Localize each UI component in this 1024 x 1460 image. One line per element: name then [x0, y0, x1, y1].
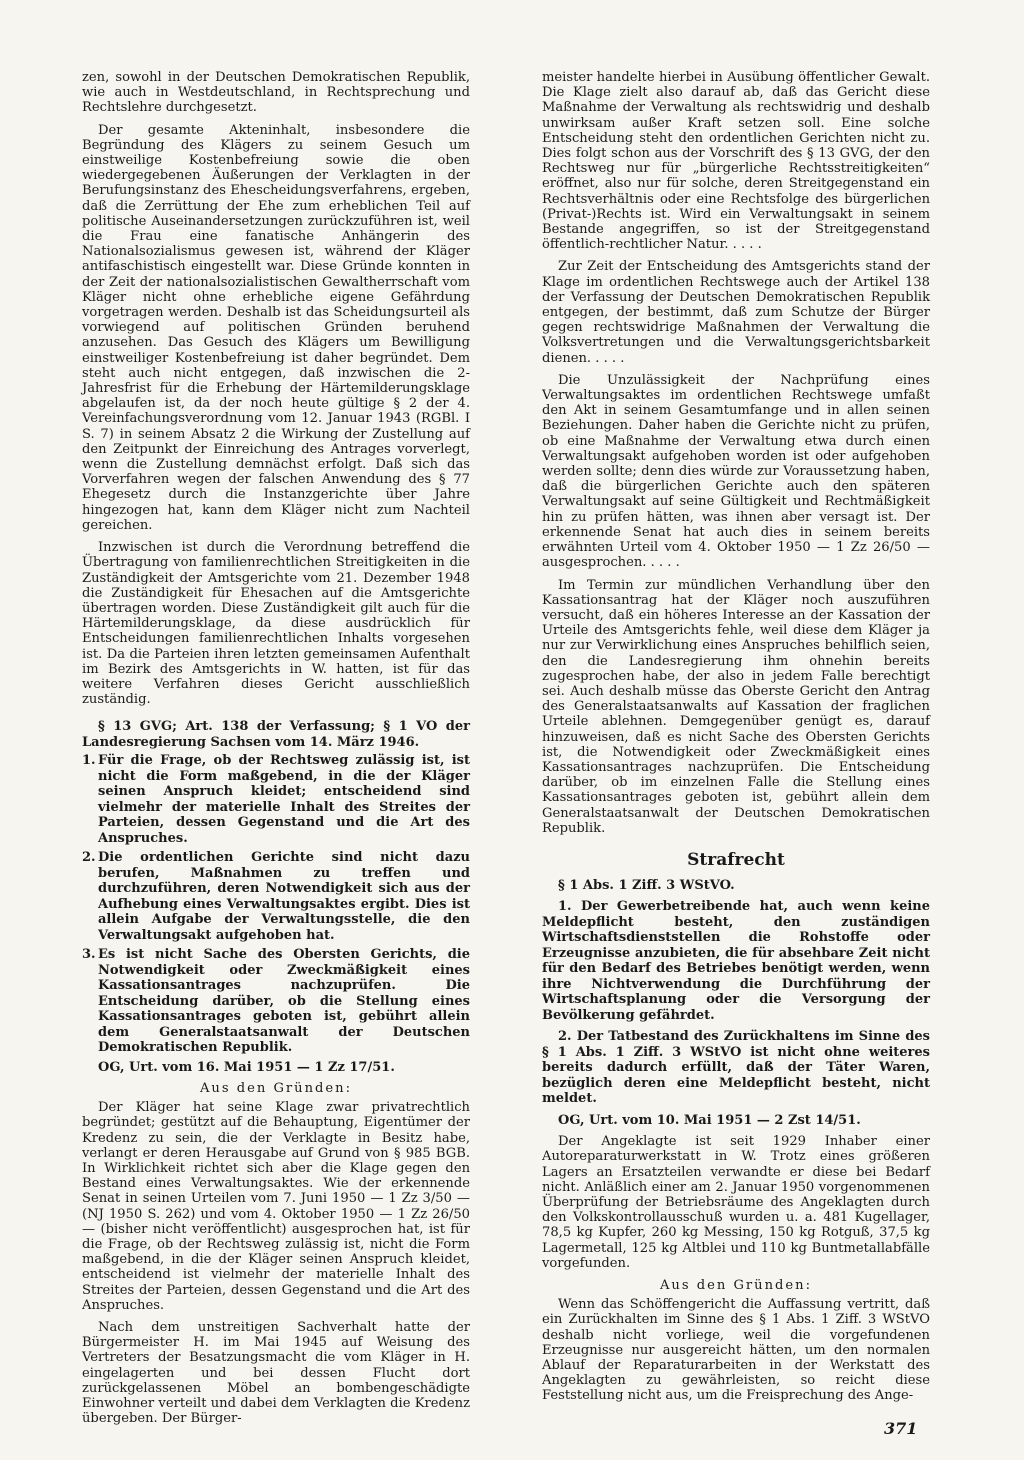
paragraph: Der gesamte Akteninhalt, insbesondere die Begründung des Klägers zu seinem Gesuch um einstweilige Kostenbefreiung sowie die oben wiedergegebenen Äußerungen der Verklagten in der Berufungsinstanz des Ehescheidungsverfahrens, ergeben, daß die Zerrüttung der Ehe zum erheblichen Teil auf politische Auseinandersetzungen zurückzuführen ist, weil die Frau eine fanatische Anhängerin des Nationalsozialismus gewesen ist, während der Kläger antifaschistisch eingestellt war. Diese Gründe konnten in der Zeit der nationalsozialistischen Gewaltherrschaft vom Kläger nicht ohne erhebliche eigene Gefährdung vorgetragen werden. Deshalb ist das Scheidungsurteil als vorwiegend auf politischen Gründen beruhend anzusehen. Das Gesuch des Klägers um Bewilligung einstweiliger Kostenbefreiung ist daher begründet. Dem steht auch nicht entgegen, daß inzwischen die 2-Jahresfrist für die Erhebung der Härtemilderungsklage abgelaufen ist, da der noch heute gültige § 2 der 4. Vereinfachungsverordnung vom 12. Januar 1943 (RGBl. I S. 7) in seinem Absatz 2 die Wirkung der Zustellung auf den Zeitpunkt der Einreichung des Antrages vorverlegt, wenn die Zustellung demnächst erfolgt. Daß sich das Vorverfahren wegen der falschen Anwendung des § 77 Ehegesetz durch die Instanzgerichte über Jahre hingezogen hat, kann dem Kläger nicht zum Nachteil gereichen. — [82, 122, 470, 533]
law-reference: § 13 GVG; Art. 138 der Verfassung; § 1 VO der Landesregierung Sachsen vom 14. März 1946. — [82, 719, 470, 750]
subheading-reasons: Aus den Gründen: — [659, 1277, 813, 1293]
paragraph: Im Termin zur mündlichen Verhandlung über den Kassationsantrag hat der Kläger noch auszuführen versucht, daß ein höheres Interesse an der Kassation der Urteile des Amtsgerichts fehle, weil diese dem Kläger ja nur zur Verwirklichung eines Anspruches behilflich seien, den die Landesregierung ihm ohnehin bereits zugesprochen habe, der also in jedem Falle berechtigt sei. Auch deshalb müsse das Oberste Gericht den Antrag des Generalstaatsanwalts auf Kassation der fraglichen Urteile ablehnen. Demgegenüber genügt es, darauf hinzuweisen, daß es nicht Sache des Obersten Gerichts ist, die Notwendigkeit oder Zweckmäßigkeit eines Kassationsantrages nachzuprüfen. Die Entscheidung darüber, ob im einzelnen Falle die Stellung eines Kassationsantrages geboten ist, gebührt allein dem Generalstaatsanwalt der Deutschen Demokratischen Republik. — [542, 577, 930, 836]
paragraph: Der Angeklagte ist seit 1929 Inhaber einer Autoreparaturwerkstatt in W. Trotz eines größeren Lagers an Ersatzteilen verwandte er diese bei Bedarf nicht. Anläßlich einer am 2. Januar 1950 vorgenommenen Überprüfung der Betriebsräume des Angeklagten durch den Volkskontrollausschuß wurden u. a. 481 Kugellager, 78,5 kg Kupfer, 260 kg Messing, 150 kg Rotguß, 37,5 kg Lagermetall, 125 kg Altblei und 110 kg Buntmetallabfälle vorgefunden. — [542, 1134, 930, 1271]
subheading-reasons: Aus den Gründen: — [199, 1081, 353, 1097]
section-title: Strafrecht — [687, 849, 785, 870]
court-citation: OG, Urt. vom 16. Mai 1951 — 1 Zz 17/51. — [98, 1059, 395, 1075]
headnote-item: 1. Der Gewerbetreibende hat, auch wenn keine Meldepflicht besteht, den zuständigen Wirtschaftsdienststellen die Rohstoffe oder Erzeugnisse anzubieten, die für absehbare Zeit nicht für den Bedarf des Betriebes benötigt werden, wenn ihre Nichtverwendung die Durchführung der Wirtschaftsplanung oder die Versorgung der Bevölkerung gefährdet. — [542, 899, 930, 1023]
headnote-number: 3. — [82, 947, 96, 963]
court-citation: OG, Urt. vom 10. Mai 1951 — 2 Zst 14/51. — [558, 1112, 861, 1128]
headnote-item — [82, 753, 470, 846]
headnote-number: 1. — [82, 753, 96, 769]
paragraph: meister handelte hierbei in Ausübung öffentlicher Gewalt. Die Klage zielt also darauf ab, daß das Gericht diese Maßnahme der Verwaltung als rechtswidrig und deshalb unwirksam außer Kraft setzen soll. Eine solche Entscheidung steht den ordentlichen Gerichten nicht zu. Dies folgt schon aus der Vorschrift des § 13 GVG, der den Rechtsweg nur für „bürgerliche Rechtsstreitigkeiten“ eröffnet, also nur für solche, deren Streitgegenstand ein Rechtsverhältnis oder eine Rechtsfolge des bürgerlichen (Privat-)Rechts ist. Wird ein Verwaltungsakt in seinem Bestande angegriffen, so ist der Streitgegenstand öffentlich-rechtlicher Natur. . . . . — [542, 70, 930, 253]
headnote-list — [82, 753, 470, 1056]
paragraph: Wenn das Schöffengericht die Auffassung vertritt, daß ein Zurückhalten im Sinne des § 1 Abs. 1 Ziff. 3 WStVO deshalb nicht vorliege, weil die vorgefundenen Erzeugnisse nur ausgereicht hätten, um den normalen Ablauf der Reparaturarbeiten in der Werkstatt des Angeklagten zu gewährleisten, so reicht diese Feststellung nicht aus, um die Freisprechung des Ange- — [542, 1297, 930, 1404]
headnote-text: Die ordentlichen Gerichte sind nicht dazu berufen, Maßnahmen zu treffen und durchzuführen, deren Notwendigkeit sich aus der Aufhebung eines Verwaltungsaktes ergibt. Dies ist allein Aufgabe der Verwaltungsstelle, die den Verwaltungsakt aufgehoben hat. — [98, 850, 470, 943]
paragraph: Zur Zeit der Entscheidung des Amtsgerichts stand der Klage im ordentlichen Rechtswege auch der Artikel 138 der Verfassung der Deutschen Demokratischen Republik entgegen, der bestimmt, daß zum Schutze der Bürger gegen rechtswidrige Maßnahmen der Verwaltung die Volksvertretungen und die Verwaltungsgerichtsbarkeit dienen. . . . . — [542, 259, 930, 366]
paragraph: Nach dem unstreitigen Sachverhalt hatte der Bürgermeister H. im Mai 1945 auf Weisung des Vertreters der Besatzungsmacht die vom Kläger in H. eingelagerten und bei dessen Flucht dort zurückgelassenen Möbel an bombengeschädigte Einwohner verteilt und dabei dem Verklagten die Kredenz übergeben. Der Bürger- — [82, 1320, 470, 1427]
page-number: 371 — [884, 1419, 918, 1438]
paragraph: Inzwischen ist durch die Verordnung betreffend die Übertragung von familienrechtlichen Streitigkeiten in die Zuständigkeit der Amtsgerichte vom 21. Dezember 1948 die Zuständigkeit für Ehesachen auf die Amtsgerichte übertragen worden. Diese Zuständigkeit gilt auch für die Härtemilderungsklage, da diese ausdrücklich für Entscheidungen familienrechtlichen Inhalts vorgesehen ist. Da die Parteien ihren letzten gemeinsamen Aufenthalt im Bezirk des Amtsgerichts in W. hatten, ist für das weitere Verfahren dieses Gericht ausschließlich zuständig. — [82, 540, 470, 708]
right-column — [542, 70, 930, 1411]
headnote-item: 2. Der Tatbestand des Zurückhaltens im Sinne des § 1 Abs. 1 Ziff. 3 WStVO ist nicht ohne weiteres bereits dadurch erfüllt, daß der Täter Waren, bezüglich deren eine Meldepflicht besteht, nicht meldet. — [542, 1029, 930, 1107]
paragraph: Der Kläger hat seine Klage zwar privatrechtlich begründet; gestützt auf die Behauptung, Eigentümer der Kredenz zu sein, die der Verklagte in Besitz habe, verlangt er deren Herausgabe auf Grund von § 985 BGB. In Wirklichkeit richtet sich aber die Klage gegen den Bestand eines Verwaltungsaktes. Wie der erkennende Senat in seinen Urteilen vom 7. Juni 1950 — 1 Zz 3/50 — (NJ 1950 S. 262) und vom 4. Oktober 1950 — 1 Zz 26/50 — (bisher nicht veröffentlicht) ausgesprochen hat, ist für die Frage, ob der Rechtsweg zulässig ist, nicht die Form maßgebend, in die der Kläger seinen Anspruch kleidet, entscheidend ist vielmehr der materielle Inhalt des Streites der Parteien, dessen Gegenstand und die Art des Anspruches. — [82, 1100, 470, 1313]
headnote-number: 2. — [82, 850, 96, 866]
left-column — [82, 70, 470, 1434]
headnote-text: Es ist nicht Sache des Obersten Gerichts, die Notwendigkeit oder Zweckmäßigkeit eines Kassationsantrages nachzuprüfen. Die Entscheidung darüber, ob die Stellung eines Kassationsantrages geboten ist, gebührt allein dem Generalstaatsanwalt der Deutschen Demokratischen Republik. — [98, 947, 470, 1056]
paragraph: zen, sowohl in der Deutschen Demokratischen Republik, wie auch in Westdeutschland, in Rechtsprechung und Rechtslehre durchgesetzt. — [82, 70, 470, 116]
headnote-item — [82, 947, 470, 1056]
paragraph: Die Unzulässigkeit der Nachprüfung eines Verwaltungsaktes im ordentlichen Rechtswege umfaßt den Akt in seinem Gesamtumfange und in allen seinen Beziehungen. Daher haben die Gerichte nicht zu prüfen, ob eine Maßnahme der Verwaltung etwa durch einen Verwaltungsakt aufgehoben worden ist oder aufgehoben werden sollte; denn dies würde zur Voraussetzung haben, daß die bürgerlichen Gerichte auch den späteren Verwaltungsakt auf seine Gültigkeit und Rechtmäßigkeit hin zu prüfen hätten, was ihnen aber versagt ist. Der erkennende Senat hat auch dies in seinem bereits erwähnten Urteil vom 4. Oktober 1950 — 1 Zz 26/50 — ausgesprochen. . . . . — [542, 372, 930, 571]
headnote-text: Für die Frage, ob der Rechtsweg zulässig ist, ist nicht die Form maßgebend, in die der Kläger seinen Anspruch kleidet; entscheidend sind vielmehr der materielle Inhalt des Streites der Parteien, dessen Gegenstand und die Art des Anspruches. — [98, 753, 470, 846]
headnote-item — [82, 850, 470, 943]
law-reference: § 1 Abs. 1 Ziff. 3 WStVO. — [558, 877, 735, 893]
